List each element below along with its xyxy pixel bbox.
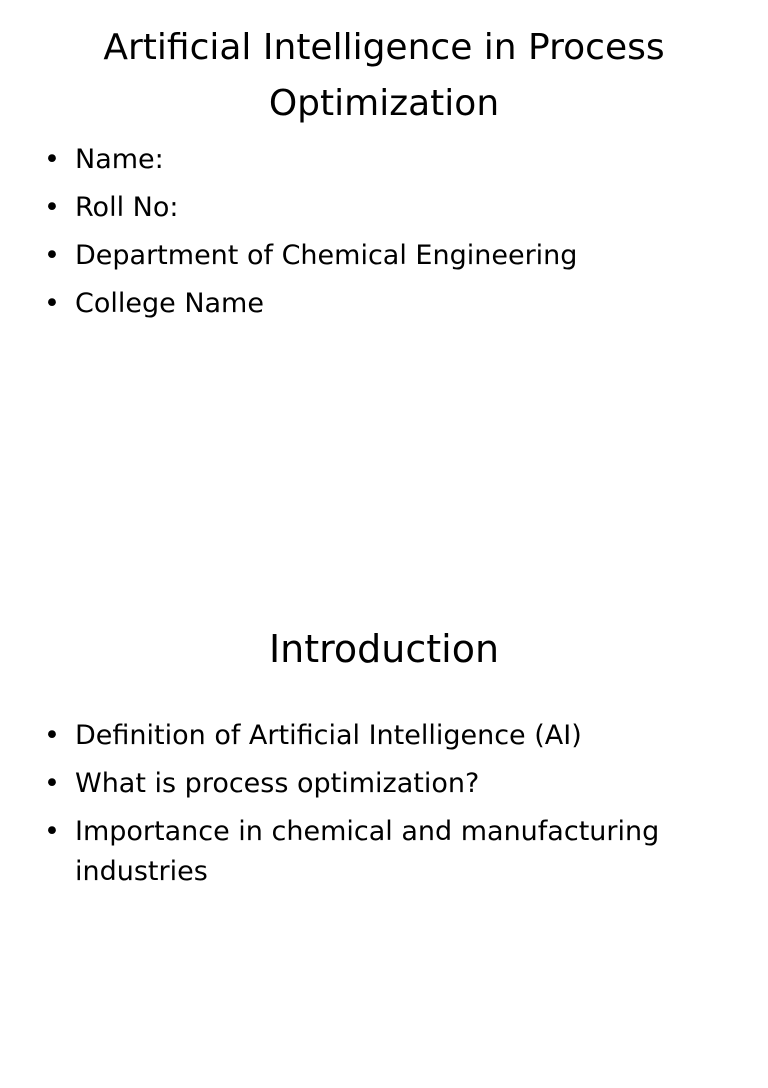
bullet-icon: • — [44, 192, 60, 223]
bullet-icon: • — [44, 144, 60, 175]
bullet-text: Definition of Artificial Intelligence (AI) — [75, 720, 582, 751]
list-item — [44, 716, 704, 756]
bullet-icon: • — [44, 240, 60, 271]
list-item — [44, 236, 704, 276]
list-item — [44, 188, 704, 228]
bullet-text: Department of Chemical Engineering — [75, 240, 578, 271]
slide-introduction — [0, 576, 768, 1088]
bullet-icon: • — [44, 768, 60, 799]
list-item — [44, 764, 704, 804]
bullet-icon: • — [44, 720, 60, 751]
bullet-text: College Name — [75, 288, 264, 319]
list-item — [44, 812, 704, 892]
list-item — [44, 140, 704, 180]
bullet-icon: • — [44, 816, 60, 847]
bullet-text: Name: — [75, 144, 164, 175]
bullet-text: Roll No: — [75, 192, 179, 223]
bullet-text: Importance in chemical and manufacturing industries — [75, 816, 660, 887]
slide-title: Introduction — [268, 627, 500, 671]
bullet-text: What is process optimization? — [75, 768, 480, 799]
bullet-list — [44, 140, 704, 332]
bullet-icon: • — [44, 288, 60, 319]
bullet-list — [44, 716, 704, 900]
list-item — [44, 284, 704, 324]
slide-title: Artificial Intelligence in Process Optimization — [103, 27, 665, 124]
slide-title-page — [0, 0, 768, 512]
